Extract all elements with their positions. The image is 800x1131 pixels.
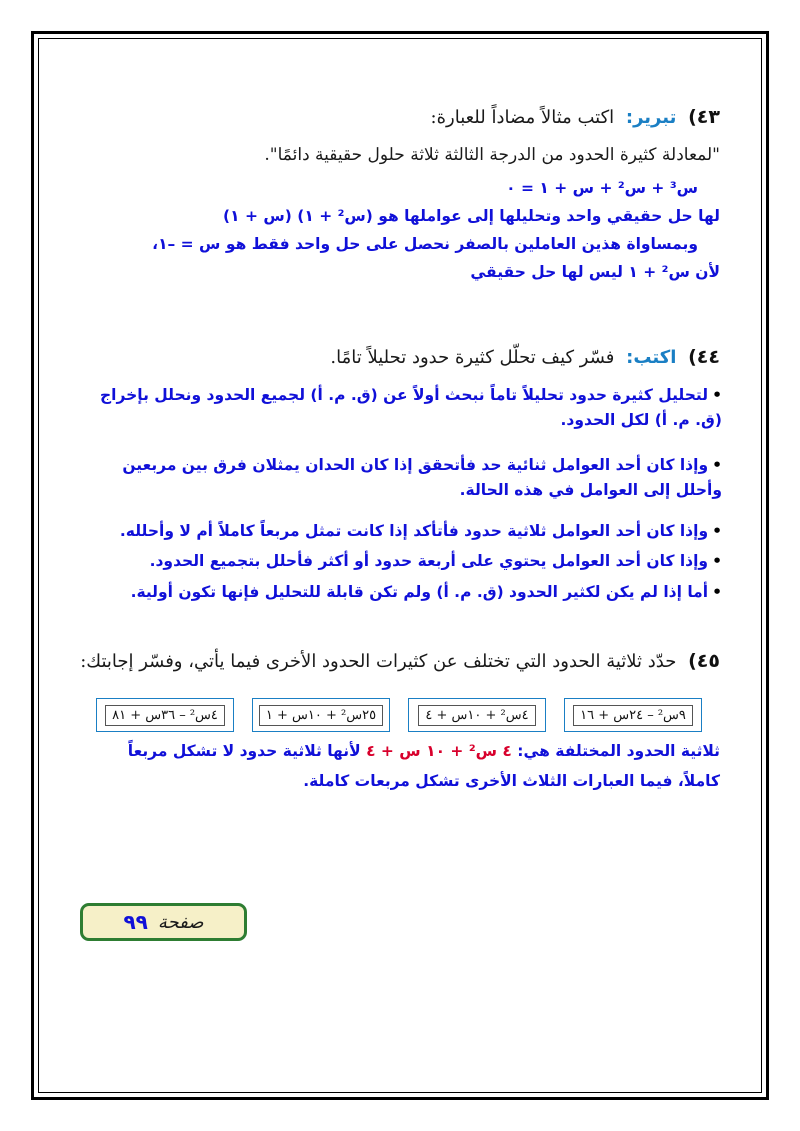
- q44-prompt: فسّر كيف تحلّل كثيرة حدود تحليلاً تامًا.: [330, 347, 615, 368]
- q43-answer-line-3: وبمساواة هذين العاملين بالصفر نحصل على حل واحد فقط هو س = –١،: [152, 235, 698, 253]
- q44-heading: [330, 346, 720, 368]
- q44-bullet-3: •وإذا كان أحد العوامل ثلاثية حدود فأتأكد إذا كانت تمثل مربعاً كاملاً أم لا وأحلله.: [119, 522, 722, 540]
- q43-heading: [431, 106, 720, 128]
- bullet-dot: •: [712, 522, 722, 540]
- bullet-dot: •: [712, 583, 722, 601]
- q44-bullet-1: •لتحليل كثيرة حدود تحليلاً تاماً نبحث أولاً عن (ق. م. أ) لجميع الحدود ونحلل بإخراج (ق. م. أ) لكل الحدود.: [99, 386, 722, 429]
- q44-number: ٤٤): [688, 346, 720, 368]
- q45-options: [96, 698, 702, 734]
- q44-bullet-2: •وإذا كان أحد العوامل ثنائية حد فأتحقق إذا كان الحدان يمثلان فرق بين مربعين وأحلل إلى العوامل في هذه الحالة.: [122, 456, 722, 499]
- q45-heading: [80, 650, 720, 672]
- q44-bullet-4: •وإذا كان أحد العوامل يحتوي على أربعة حدود أو أكثر فأحلل بتجميع الحدود.: [149, 552, 722, 570]
- q45-number: ٤٥): [688, 650, 720, 672]
- q43-answer-line-2: لها حل حقيقي واحد وتحليلها إلى عواملها هو (س² + ١) (س + ١): [223, 207, 720, 225]
- q45-answer-line-2: كاملاً، فيما العبارات الثلاث الأخرى تشكل مربعات كاملة.: [303, 772, 720, 790]
- q45-option-4: ٤س² – ٣٦س + ٨١: [96, 698, 234, 732]
- q45-option-3: ٢٥س² + ١٠س + ١: [252, 698, 390, 732]
- q45-answer-line-1: ثلاثية الحدود المختلفة هي: ٤ س² + ١٠ س + ٤ لأنها ثلاثية حدود لا تشكل مربعاً: [127, 742, 720, 760]
- page-number-badge: [80, 903, 247, 941]
- q43-answer-line-4: لأن س² + ١ ليس لها حل حقيقي: [470, 263, 720, 281]
- q43-keyword: تبرير:: [625, 107, 677, 128]
- q45-option-2: ٤س² + ١٠س + ٤: [408, 698, 546, 732]
- q43-number: ٤٣): [688, 106, 720, 128]
- page-number: ٩٩: [123, 910, 148, 934]
- q43-prompt: اكتب مثالاً مضاداً للعبارة:: [430, 107, 615, 128]
- q45-option-1: ٩س² – ٢٤س + ١٦: [564, 698, 702, 732]
- page-label: صفحة: [157, 911, 204, 933]
- q43-answer-equation: س³ + س² + س + ١ = ٠: [506, 179, 698, 197]
- q44-bullet-5: •أما إذا لم يكن لكثير الحدود (ق. م. أ) ولم تكن قابلة للتحليل فإنها تكون أولية.: [130, 583, 722, 601]
- q44-keyword: اكتب:: [626, 347, 677, 368]
- q45-prompt: حدّد ثلاثية الحدود التي تختلف عن كثيرات الحدود الأخرى فيما يأتي، وفسّر إجابتك:: [80, 651, 677, 672]
- q43-quote: "لمعادلة كثيرة الحدود من الدرجة الثالثة ثلاثة حلول حقيقية دائمًا".: [264, 145, 720, 165]
- bullet-dot: •: [712, 552, 722, 570]
- bullet-dot: •: [712, 456, 722, 474]
- bullet-dot: •: [712, 386, 722, 404]
- q45-answer-highlight: ٤ س² + ١٠ س + ٤: [366, 742, 512, 760]
